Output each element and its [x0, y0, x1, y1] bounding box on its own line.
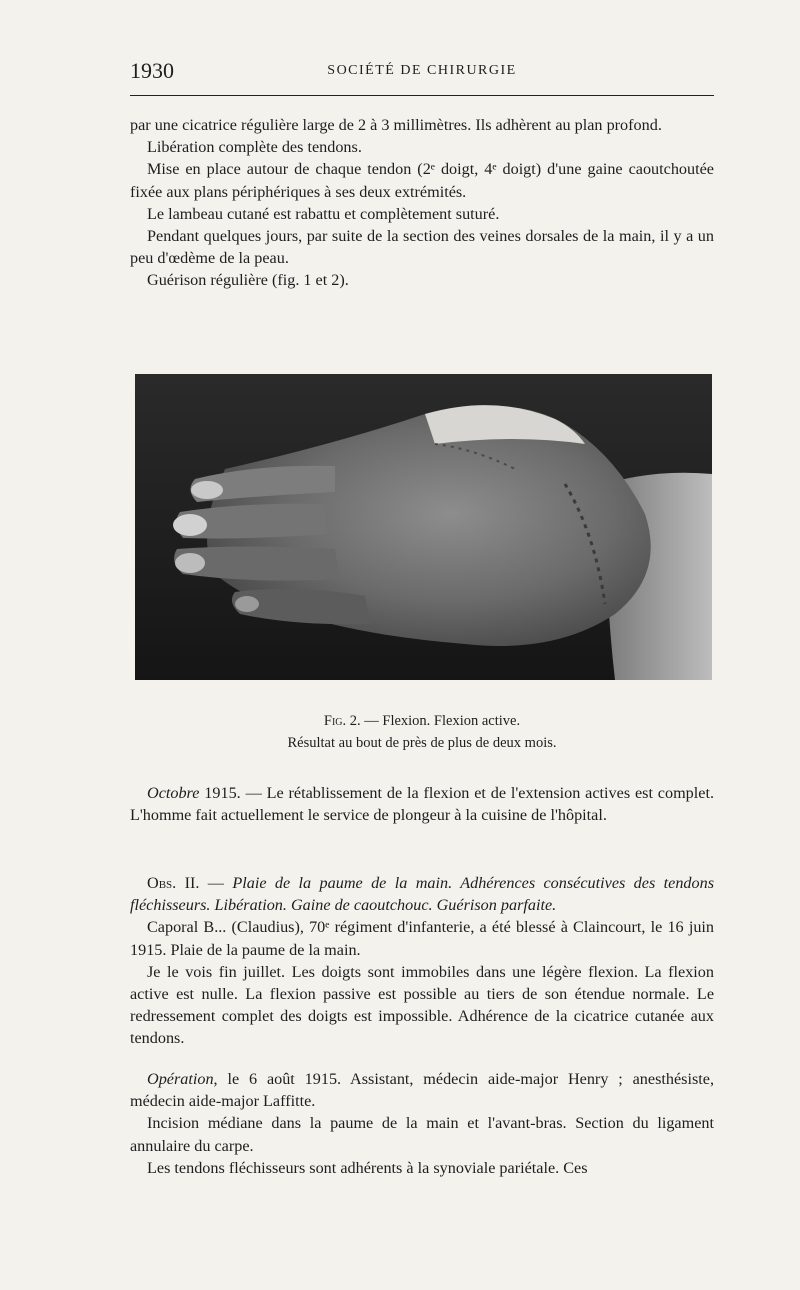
paragraph-text: 1915. — Le rétablissement de la flexion et de l'extension actives est complet. L'homme fait actuellement le service de plongeur à la cuisine de l'hôpital.	[130, 784, 714, 825]
observation-title: Plaie de la paume de la main. Adhérences consécutives des tendons fléchisseurs. Libération. Gaine de caoutchouc. Guérison parfaite.	[130, 874, 714, 915]
figure-caption-title	[130, 711, 714, 731]
page-number: 1930	[130, 58, 174, 83]
text-block-operation	[130, 1068, 714, 1179]
paragraph: Je le vois fin juillet. Les doigts sont immobiles dans une légère flexion. La flexion active est nulle. La flexion passive est possible au tiers de son étendue normale. Le redressement complet des doigts est impossible. Adhérence de la cicatrice cutanée aux tendons.	[130, 962, 714, 1048]
paragraph: Caporal B... (Claudius), 70ᵉ régiment d'infanterie, a été blessé à Claincourt, le 16 juin 1915. Plaie de la paume de la main.	[130, 918, 714, 959]
hand-photo-drawing	[135, 374, 712, 680]
paragraph: Les tendons fléchisseurs sont adhérents à la synoviale pariétale. Ces	[147, 1158, 588, 1177]
paragraph	[130, 1068, 714, 1112]
paragraph: par une cicatrice régulière large de 2 à 3 millimètres. Ils adhèrent au plan profond.	[130, 116, 662, 134]
figure-caption-label: Fig. 2.	[323, 713, 361, 729]
text-block-observation	[130, 872, 714, 1050]
figure-caption-text: — Flexion. Flexion active.	[360, 713, 521, 729]
hand-photograph	[135, 374, 712, 680]
page-header	[130, 58, 714, 88]
observation-label: Obs. II.	[147, 874, 200, 892]
header-rule	[130, 95, 714, 96]
paragraph: Mise en place autour de chaque tendon (2ᵉ doigt, 4ᵉ doigt) d'une gaine caoutchoutée fixée aux plans périphériques à ses deux extrémités.	[130, 160, 714, 201]
paragraph-text: , le 6 août 1915. Assistant, médecin aide-major Henry ; anesthésiste, médecin aide-major Laffitte.	[130, 1070, 714, 1111]
figure-caption-line2: Résultat au bout de près de plus de deux mois.	[287, 735, 557, 751]
running-title: SOCIÉTÉ DE CHIRURGIE	[327, 63, 517, 78]
paragraph: Guérison régulière (fig. 1 et 2).	[147, 271, 349, 290]
paragraph	[130, 782, 714, 826]
observation-dash: —	[199, 874, 233, 892]
text-block-october	[130, 782, 714, 826]
paragraph: Incision médiane dans la paume de la main et l'avant-bras. Section du ligament annulaire du carpe.	[130, 1114, 714, 1155]
paragraph: Pendant quelques jours, par suite de la section des veines dorsales de la main, il y a un peu d'œdème de la peau.	[130, 227, 714, 268]
date-italic: Octobre	[147, 784, 200, 802]
text-block-top	[130, 114, 714, 292]
observation-heading	[130, 872, 714, 916]
paragraph: Le lambeau cutané est rabattu et complètement suturé.	[147, 204, 500, 223]
paragraph: Libération complète des tendons.	[147, 138, 362, 157]
operation-label: Opération	[147, 1070, 214, 1088]
